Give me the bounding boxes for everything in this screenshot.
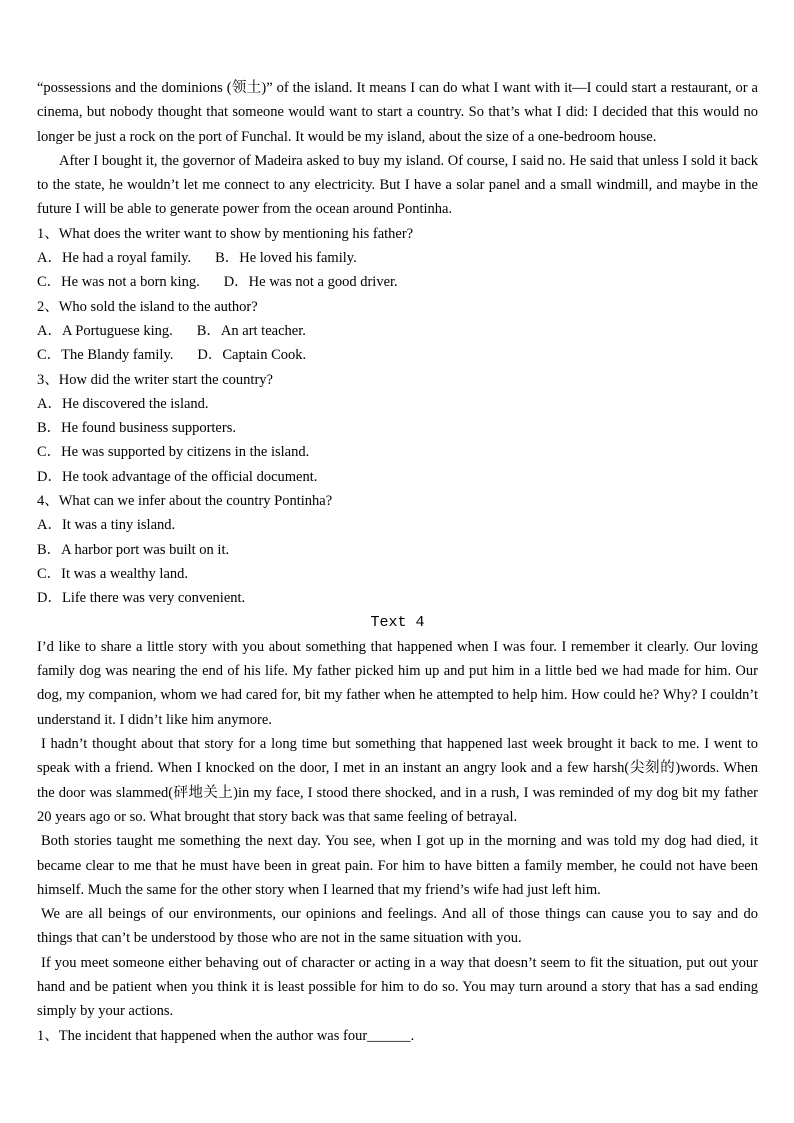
- passage-top-paragraph-1: “possessions and the dominions (领土)” of the island. It means I can do what I want with it—I could start a restaurant, or a cinema, but nobody thought that someone would want to start a country. So that’s what I did: I decided that this would no longer be just a rock on the port of Funchal. It would be my island, about the size of a one-bedroom house.: [37, 80, 758, 145]
- text4-paragraph-4: We are all beings of our environments, our opinions and feelings. And all of those things can cause you to say and do things that can’t be understood by those who are not in the same situation with you.: [37, 906, 758, 947]
- question-2-options-row-2: [37, 343, 758, 367]
- passage-top-questions: [37, 222, 758, 611]
- question-3-option-c: C．He was supported by citizens in the island.: [37, 444, 310, 461]
- question-2-stem: 2、Who sold the island to the author?: [37, 298, 258, 315]
- passage-top-paragraph-2: After I bought it, the governor of Madeira asked to buy my island. Of course, I said no. He said that unless I sold it back to the state, he wouldn’t let me connect to any electricity. But I have a solar panel and a small windmill, and maybe in the future I will be able to generate power from the ocean around Pontinha.: [37, 152, 758, 218]
- question-2-option-d: D．Captain Cook.: [197, 347, 307, 364]
- question-3-option-b: B．He found business supporters.: [37, 420, 236, 437]
- question-2-option-a: A．A Portuguese king.: [37, 322, 173, 339]
- question-4-option-b: B．A harbor port was built on it.: [37, 541, 230, 558]
- text4-passage: [37, 635, 758, 1024]
- question-2-options-row-1: [37, 319, 758, 343]
- question-1-options-row-2: [37, 270, 758, 294]
- text4-paragraph-2: I hadn’t thought about that story for a long time but something that happened last week brought it back to me. I went to speak with a friend. When I knocked on the door, I met in an instant an angry look and a few harsh(尖刻的)words. When the door was slammed(砰地关上)in my face, I stood there shocked, and in a rush, I was reminded of my dog bit my father 20 years ago or so. What brought that story back was that same feeling of betrayal.: [37, 736, 758, 825]
- question-1-option-c: C．He was not a born king.: [37, 274, 200, 291]
- question-4: [37, 489, 758, 610]
- question-1-options-row-1: [37, 246, 758, 270]
- question-2-option-b: B．An art teacher.: [196, 322, 306, 339]
- question-1-option-a: A．He had a royal family.: [37, 250, 192, 267]
- question-2-option-c: C．The Blandy family.: [37, 347, 174, 364]
- passage-top-continuation: [37, 76, 758, 222]
- question-1-option-b: B．He loved his family.: [215, 250, 357, 267]
- question-3-option-a: A．He discovered the island.: [37, 395, 209, 412]
- question-3-stem: 3、How did the writer start the country?: [37, 371, 273, 388]
- text4-question-1-stem: 1、The incident that happened when the author was four______.: [37, 1027, 415, 1044]
- question-4-option-d: D．Life there was very convenient.: [37, 590, 246, 607]
- question-1-option-d: D．He was not a good driver.: [223, 274, 398, 291]
- question-4-option-a: A．It was a tiny island.: [37, 517, 176, 534]
- question-3: [37, 368, 758, 489]
- question-2: [37, 295, 758, 368]
- question-1: [37, 222, 758, 295]
- question-4-option-c: C．It was a wealthy land.: [37, 565, 189, 582]
- question-3-option-d: D．He took advantage of the official document.: [37, 468, 318, 485]
- text4-paragraph-3: Both stories taught me something the next day. You see, when I got up in the morning and was told my dog had died, it became clear to me that he must have been in great pain. For him to have bitten a family member, he could not have been himself. Much the same for the other story when I learned that my friend’s wife had just left him.: [37, 833, 758, 898]
- question-1-stem: 1、What does the writer want to show by mentioning his father?: [37, 225, 414, 242]
- question-4-stem: 4、What can we infer about the country Pontinha?: [37, 493, 333, 510]
- text4-paragraph-1: I’d like to share a little story with you about something that happened when I was four. I remember it clearly. Our loving family dog was nearing the end of his life. My father picked him up and put him in a little bed we had made for him. Our dog, my companion, whom we had cared for, bit my father when he attempted to help him. How could he? Why? I couldn’t understand it. I didn’t like him anymore.: [37, 638, 758, 728]
- text4-paragraph-5: If you meet someone either behaving out of character or acting in a way that doesn’t seem to fit the situation, put out your hand and be patient when you think it is least possible for him to do so. You may turn around a story that has a sad ending simply by your actions.: [37, 954, 758, 1020]
- text4-heading: Text 4: [370, 613, 425, 631]
